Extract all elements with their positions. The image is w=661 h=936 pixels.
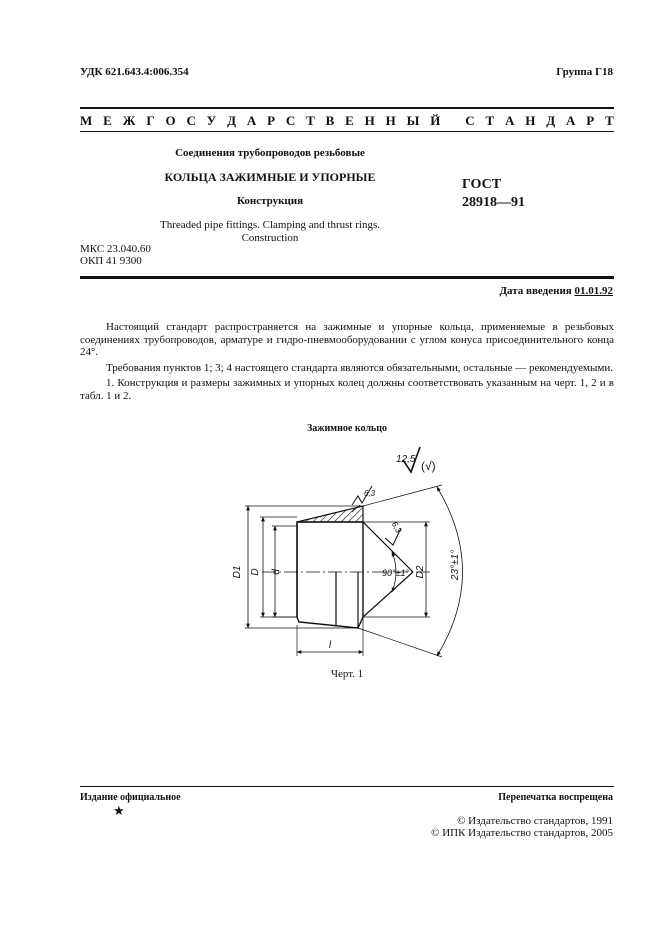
banner-letter: Е [345, 113, 354, 128]
copyright-2005: © ИПК Издательство стандартов, 2005 [431, 827, 613, 839]
banner-letter: Й [430, 113, 441, 128]
banner-letter: Г [146, 113, 155, 128]
banner-letter: Д [546, 113, 556, 128]
angle-90-label: 90°±1° [382, 568, 410, 578]
roughness-main-label: 12,5 [396, 454, 416, 465]
banner-letter: Р [586, 113, 595, 128]
dim-d2-label: D2 [415, 565, 426, 579]
roughness-side-label: 6,3 [389, 520, 404, 535]
english-title-line1: Threaded pipe fittings. Clamping and thrust rings. [160, 219, 380, 231]
roughness-other-label: (√) [421, 459, 436, 473]
doc-section: Конструкция [236, 195, 304, 207]
date-value: 01.01.92 [574, 285, 613, 297]
banner-letter: Т [605, 113, 614, 128]
banner-letter: С [285, 113, 296, 128]
banner-letter: Н [385, 113, 396, 128]
banner-letter: У [206, 113, 217, 128]
banner-letter: В [325, 113, 335, 128]
hatched-chamfer [297, 506, 363, 522]
paragraph-1: Настоящий стандарт распространяется на зажимные и упорные кольца, применяемые в резьбовых соединениях трубопроводов, арматуре и гидро-пневмооборудовании с углом конуса присоединительного конца 24°. [80, 321, 614, 358]
okp-code: ОКП 41 9300 [80, 255, 142, 267]
english-title-line2: Construction [241, 232, 299, 244]
figure-title: Зажимное кольцо [307, 423, 387, 434]
paragraph-2: Требования пунктов 1; 3; 4 настоящего стандарта являются обязательными, остальные — рекомендуемыми. [106, 361, 613, 374]
roughness-top-label: 6,3 [364, 489, 376, 498]
banner-letter: О [165, 113, 176, 128]
mks-code: МКС 23.040.60 [80, 243, 151, 255]
banner-letter: Т [485, 113, 495, 128]
banner-letter: А [505, 113, 515, 128]
doc-title: КОЛЬЦА ЗАЖИМНЫЕ И УПОРНЫЕ [164, 170, 376, 184]
ring-body [297, 522, 363, 628]
banner-letter: Е [103, 113, 112, 128]
banner-letter: А [246, 113, 257, 128]
gost-number: 28918—91 [462, 195, 525, 210]
banner-letter: Ж [122, 113, 136, 128]
footer-rule [80, 786, 614, 787]
banner-letter: Т [306, 113, 315, 128]
banner-letter: Д [227, 113, 237, 128]
dim-big-d-label: D [250, 568, 261, 576]
doc-subtitle: Соединения трубопроводов резьбовые [175, 147, 365, 159]
dim-small-d-label: d [271, 569, 282, 575]
banner-letter: А [566, 113, 576, 128]
paragraph-3: 1. Конструкция и размеры зажимных и упорных колец должны соответствовать указанным на черт. 1, 2 и в табл. 1 и 2. [80, 377, 614, 402]
figure-caption: Черт. 1 [330, 668, 364, 680]
banner-letter: Ы [406, 113, 420, 128]
gost-label: ГОСТ [462, 177, 502, 192]
banner-letter: М [80, 113, 93, 128]
star-icon: ★ [113, 803, 125, 818]
copyright-1991: © Издательство стандартов, 1991 [457, 815, 613, 827]
banner-letter: Н [525, 113, 536, 128]
reprint-prohibited: Перепечатка воспрещена [498, 792, 613, 803]
angle-23-label: 23°±1° [450, 549, 461, 581]
dim-d1-label: D1 [232, 565, 243, 579]
banner-letter: С [465, 113, 475, 128]
banner-letter: Р [267, 113, 276, 128]
date-label: Дата введения [499, 285, 572, 297]
copyright [431, 815, 613, 839]
group-code: Группа Г18 [556, 66, 613, 78]
banner-letter: С [186, 113, 196, 128]
official-edition: Издание официальное [80, 792, 181, 803]
udk-code: УДК 621.643.4:006.354 [80, 66, 189, 78]
dim-l-label: l [328, 640, 332, 651]
banner-letter: Н [364, 113, 375, 128]
